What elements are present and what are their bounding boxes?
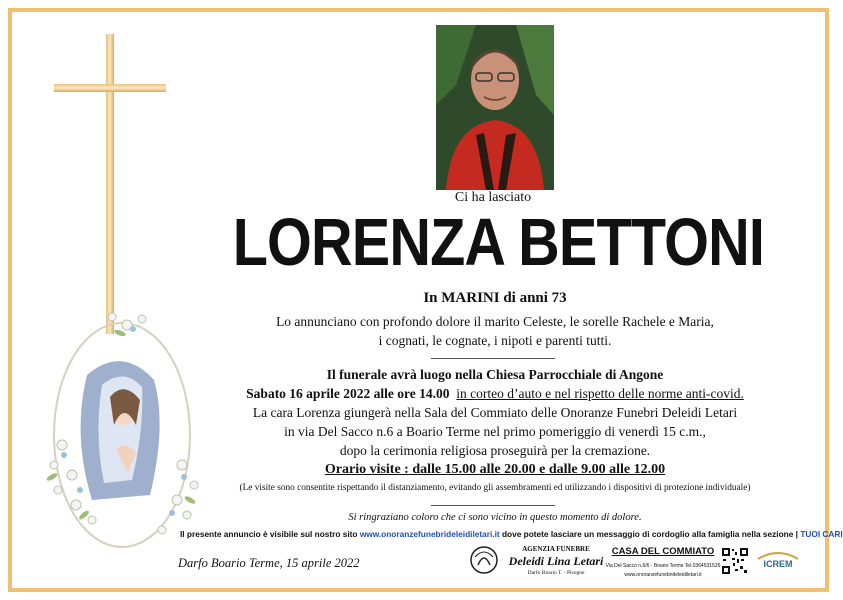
cross-icon-bar bbox=[54, 84, 166, 92]
casa-address: Via Del Sacco n.6/6 - Boario Terme Tel.0364531526 bbox=[605, 563, 721, 569]
online-notice: Il presente annuncio è visibile sul nostro sito www.onoranzefunebrideleidiletari.it dove potete lasciare un messaggio di cordoglio alla famiglia nella sezione | TUOI CARI bbox=[180, 529, 843, 539]
deceased-name: LORENZA BETTONI bbox=[232, 205, 764, 280]
funeral-church: Il funerale avrà luogo nella Chiesa Parrocchiale di Angone bbox=[326, 367, 664, 382]
agency-name: Deleidi Lina Letari bbox=[508, 554, 604, 568]
qr-code-icon bbox=[721, 547, 749, 575]
divider bbox=[431, 505, 555, 506]
icrem-logo bbox=[753, 547, 803, 573]
funeral-date: Sabato 16 aprile 2022 alle ore 14.00 bbox=[246, 386, 450, 401]
visiting-hours: Orario visite : dalle 15.00 alle 20.00 e dalle 9.00 alle 12.00 bbox=[324, 462, 666, 477]
deceased-photo bbox=[436, 25, 554, 190]
online-post: dove potete lasciare un messaggio di cordoglio alla famiglia nella sezione bbox=[501, 529, 794, 539]
agency-logo-icon bbox=[469, 545, 499, 575]
place-date: Darfo Boario Terme, 15 aprile 2022 bbox=[178, 556, 360, 570]
cross-icon bbox=[106, 34, 114, 334]
tuoi-cari-link[interactable]: TUOI CARI bbox=[800, 529, 843, 539]
thanks-text: Si ringraziano coloro che ci sono vicino in questo momento di dolore. bbox=[348, 512, 642, 523]
agency-places: Darfo Boario T. - Pisogne bbox=[527, 570, 585, 576]
funeral-note: in corteo d’auto e nel rispetto delle norme anti-covid. bbox=[456, 386, 744, 401]
casa-site: www.onoranzefunebrideleidiletari.it bbox=[624, 572, 702, 578]
announcement-line-1: Lo annunciano con profondo dolore il marito Celeste, le sorelle Rachele e Maria, bbox=[276, 314, 714, 329]
visiting-note: (Le visite sono consentite rispettando il distanziamento, evitando gli assembramenti ed utilizzando i dispositivi di protezione individuale) bbox=[239, 483, 751, 493]
intro-text: Ci ha lasciato bbox=[454, 190, 532, 205]
madonna-flowers-illustration bbox=[32, 305, 212, 555]
casa-commiato-title: CASA DEL COMMIATO bbox=[611, 546, 715, 557]
funeral-date-line bbox=[200, 386, 790, 402]
divider bbox=[431, 358, 555, 359]
funeral-line-5: dopo la cerimonia religiosa proseguirà per la cremazione. bbox=[339, 443, 651, 458]
icrem-logo-icon bbox=[753, 547, 803, 573]
married-name-age: In MARINI di anni 73 bbox=[423, 290, 567, 306]
announcement-line-2: i cognati, le cognate, i nipoti e parenti tutti. bbox=[378, 333, 612, 348]
funeral-line-3: La cara Lorenza giungerà nella Sala del Commiato delle Onoranze Funebri Deleidi Letari bbox=[252, 405, 738, 420]
icrem-label: ICREM bbox=[763, 559, 793, 569]
online-pre: Il presente annuncio è visibile sul nostro sito bbox=[180, 529, 358, 539]
agency-label: AGENZIA FUNEBRE bbox=[522, 545, 590, 553]
website-link[interactable]: www.onoranzefunebrideleidiletari.it bbox=[359, 529, 500, 539]
funeral-line-4: in via Del Sacco n.6 a Boario Terme nel primo pomeriggio di venerdì 15 c.m., bbox=[284, 424, 706, 439]
